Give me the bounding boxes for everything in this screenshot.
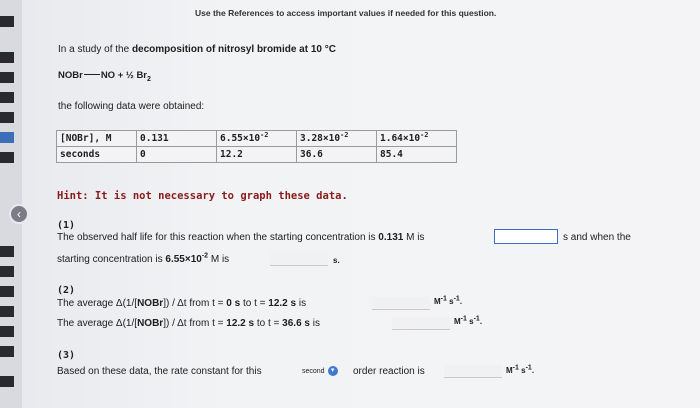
edge-marker xyxy=(0,92,14,103)
edge-marker xyxy=(0,266,14,277)
part2-unit-1: $M^{-1}$ $s^{-1}$. xyxy=(434,295,463,306)
data-table xyxy=(56,130,457,163)
table-row xyxy=(57,147,457,163)
part1-line1: The observed half life for this reaction when the starting concentration is 0.131 M is xyxy=(57,232,425,243)
table-cell: 85.4 xyxy=(377,147,457,163)
row-label: [NOBr], M xyxy=(57,131,137,147)
edge-marker xyxy=(0,326,14,337)
edge-marker-active xyxy=(0,132,14,143)
edge-marker xyxy=(0,112,14,123)
chevron-down-icon: ▾ xyxy=(328,366,338,376)
rate-constant-answer[interactable] xyxy=(444,365,502,378)
order-select-value: second xyxy=(302,367,325,375)
edge-marker xyxy=(0,52,14,63)
edge-marker xyxy=(0,246,14,257)
part2-number: (2) xyxy=(57,285,76,296)
part2-unit-2: $M^{-1}$ $s^{-1}$. xyxy=(454,315,483,326)
part1-number: (1) xyxy=(57,220,76,231)
part1-line2: starting concentration is $6.55\times 10^{-2}$ M is xyxy=(57,252,230,265)
intro-text: In a study of the decomposition of nitrosyl bromide at 10 °C xyxy=(58,44,336,55)
part3-lead: Based on these data, the rate constant for this xyxy=(57,366,262,377)
table-row xyxy=(57,131,457,147)
part3-tail: order reaction is xyxy=(353,366,425,377)
table-cell: 0.131 xyxy=(137,131,217,147)
part1-after-box: s and when the xyxy=(563,232,631,243)
edge-marker xyxy=(0,16,14,27)
edge-marker xyxy=(0,376,14,387)
part2-line1: The average Δ(1/[NOBr]) / Δt from t = 0 s to t = 12.2 s is xyxy=(57,298,307,309)
edge-marker xyxy=(0,72,14,83)
edge-marker xyxy=(0,286,14,297)
part3-unit: $M^{-1}$ $s^{-1}$. xyxy=(506,364,535,375)
part1-unit: s. xyxy=(333,256,340,265)
edge-marker xyxy=(0,346,14,357)
average-rate-answer-1[interactable] xyxy=(372,297,430,310)
reaction-equation: NOBr NO + ½ $Br_2$ xyxy=(58,70,151,83)
row-label: seconds xyxy=(57,147,137,163)
back-arrow-icon[interactable]: ‹ xyxy=(9,204,29,224)
table-cell: 12.2 xyxy=(217,147,297,163)
table-cell: $6.55\times 10^{-2}$ xyxy=(217,131,297,147)
edge-marker xyxy=(0,152,14,163)
part2-line2: The average Δ(1/[NOBr]) / Δt from t = 12.2 s to t = 36.6 s is xyxy=(57,318,320,329)
table-cell: $1.64\times 10^{-2}$ xyxy=(377,131,457,147)
half-life-answer-1[interactable] xyxy=(494,229,558,244)
references-note: Use the References to access important values if needed for this question. xyxy=(195,8,497,18)
order-select[interactable] xyxy=(302,366,338,376)
edge-marker xyxy=(0,306,14,317)
average-rate-answer-2[interactable] xyxy=(392,317,450,330)
table-cell: $3.28\times 10^{-2}$ xyxy=(297,131,377,147)
hint-text: Hint: It is not necessary to graph these data. xyxy=(57,190,348,202)
table-cell: 36.6 xyxy=(297,147,377,163)
table-cell: 0 xyxy=(137,147,217,163)
data-lead: the following data were obtained: xyxy=(58,101,205,112)
part3-number: (3) xyxy=(57,350,76,361)
half-life-answer-2[interactable] xyxy=(270,253,328,266)
question-page xyxy=(22,0,700,408)
